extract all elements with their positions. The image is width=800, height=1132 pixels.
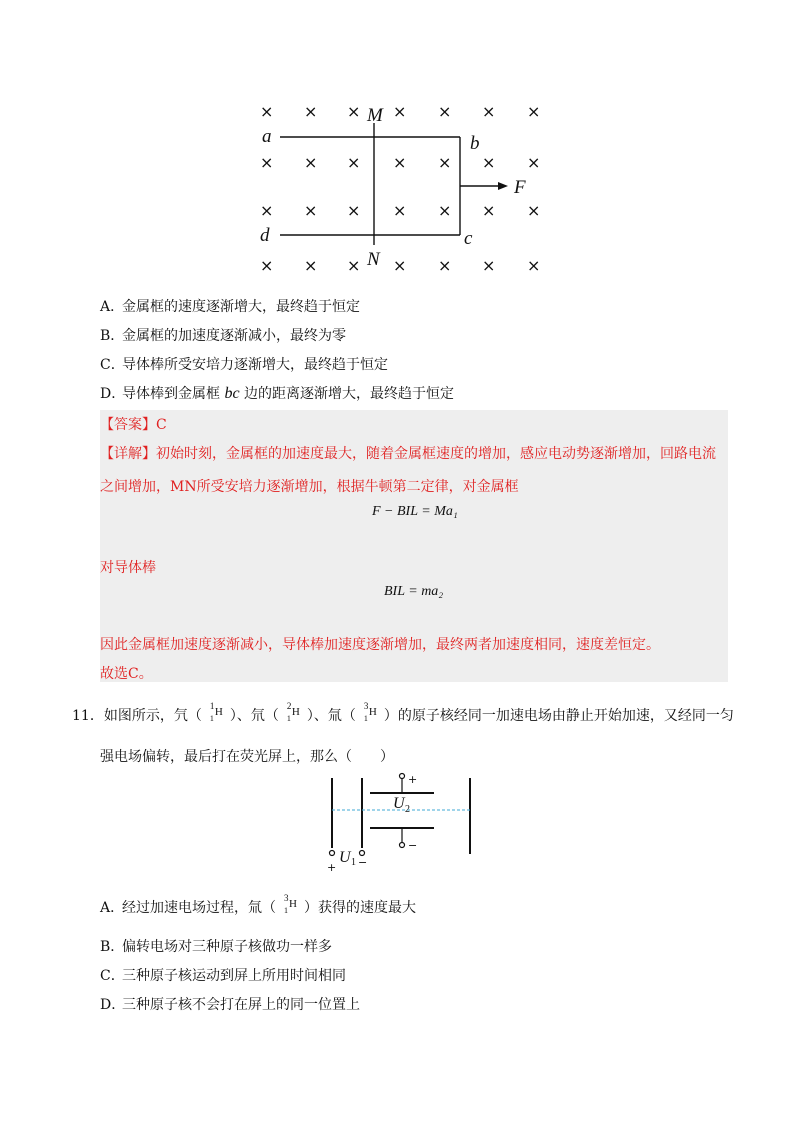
- plus-top: +: [408, 773, 418, 786]
- figure-magnetic-field: [250, 95, 550, 275]
- q11-option-b: B．偏转电场对三种原子核做功一样多: [100, 939, 332, 955]
- field-cross: ×: [393, 256, 407, 275]
- q10-option-b: B．金属框的加速度逐渐减小，最终为零: [100, 328, 346, 344]
- plus-left: +: [327, 861, 337, 874]
- label-f: F: [514, 177, 526, 198]
- label-m: M: [367, 105, 383, 126]
- field-cross: ×: [304, 153, 318, 172]
- label-c: c: [464, 228, 473, 249]
- question-number: 11．: [72, 708, 104, 724]
- label-b: b: [470, 133, 480, 154]
- field-cross: ×: [527, 256, 541, 275]
- field-cross: ×: [438, 201, 452, 220]
- field-cross: ×: [260, 201, 274, 220]
- for-rod-label: 对导体棒: [100, 560, 156, 576]
- field-cross: ×: [260, 102, 274, 121]
- q11-stem-line-2: 强电场偏转，最后打在荧光屏上，那么（ ）: [100, 749, 394, 765]
- q11-option-d: D．三种原子核不会打在屏上的同一位置上: [100, 997, 360, 1013]
- isotope-deuterium: 2 1 H: [286, 701, 300, 723]
- field-cross: ×: [438, 102, 452, 121]
- field-cross: ×: [438, 256, 452, 275]
- field-cross: ×: [347, 256, 361, 275]
- formula-frame: F − BIL = Ma₁: [372, 504, 458, 519]
- field-cross: ×: [393, 153, 407, 172]
- label-u1-sub: 1: [351, 857, 356, 868]
- formula-rod: BIL = ma₂: [384, 584, 444, 599]
- field-cross: ×: [347, 201, 361, 220]
- field-cross: ×: [482, 256, 496, 275]
- field-cross: ×: [393, 201, 407, 220]
- field-cross: ×: [393, 102, 407, 121]
- field-cross: ×: [304, 201, 318, 220]
- answer-line: 【答案】C: [100, 417, 167, 433]
- detail-line-2: 之间增加，MN所受安培力逐渐增加，根据牛顿第二定律，对金属框: [100, 479, 519, 495]
- minus-left: −: [358, 856, 368, 869]
- force-arrow-head: [498, 182, 508, 190]
- field-cross: ×: [482, 153, 496, 172]
- terminal-left: [330, 851, 335, 856]
- isotope-tritium: 3 1 H: [363, 701, 377, 723]
- figure-electric-fields: [322, 770, 482, 874]
- field-cross: ×: [438, 153, 452, 172]
- field-cross: ×: [260, 256, 274, 275]
- q10-option-d: D．导体棒到金属框 bc 边的距离逐渐增大，最终趋于恒定: [100, 385, 455, 402]
- conclusion-line: 因此金属框加速度逐渐减小，导体棒加速度逐渐增加，最终两者加速度相同，速度差恒定。: [100, 637, 660, 653]
- field-cross: ×: [527, 102, 541, 121]
- field-cross: ×: [347, 102, 361, 121]
- label-u2: U: [393, 795, 405, 812]
- q11-option-a: A．经过加速电场过程，氚（ 3 1 H ）获得的速度最大: [100, 893, 416, 916]
- terminal-right: [360, 851, 365, 856]
- label-d: d: [260, 225, 270, 246]
- field-cross: ×: [304, 102, 318, 121]
- field-cross: ×: [482, 201, 496, 220]
- field-cross: ×: [527, 201, 541, 220]
- field-cross: ×: [260, 153, 274, 172]
- field-cross: ×: [527, 153, 541, 172]
- label-u2-sub: 2: [405, 804, 410, 815]
- label-n: N: [367, 249, 380, 270]
- isotope-tritium-option: 3 1 H: [284, 893, 297, 915]
- isotope-protium: 1 1 H: [209, 701, 223, 723]
- terminal-top: [400, 774, 405, 779]
- choose-line: 故选C。: [100, 666, 153, 682]
- field-cross: ×: [482, 102, 496, 121]
- field-cross: ×: [347, 153, 361, 172]
- q10-option-a: A．金属框的速度逐渐增大，最终趋于恒定: [100, 299, 360, 315]
- minus-bottom: −: [408, 839, 418, 852]
- detail-line-1: 【详解】初始时刻，金属框的加速度最大，随着金属框速度的增加，感应电动势逐渐增加，回路电流: [100, 446, 716, 462]
- label-u1: U: [339, 849, 351, 866]
- label-a: a: [262, 126, 272, 147]
- q11-option-c: C．三种原子核运动到屏上所用时间相同: [100, 968, 346, 984]
- q10-option-c: C．导体棒所受安培力逐渐增大，最终趋于恒定: [100, 357, 388, 373]
- terminal-bottom: [400, 843, 405, 848]
- q11-stem-line-1: 11．如图所示，氕（ 1 1 H ）、氘（ 2 1 H ）、氚（ 3 1 H ）的原子核经同一加速电场由静止开始加速，又经同一匀: [72, 701, 734, 724]
- field-cross: ×: [304, 256, 318, 275]
